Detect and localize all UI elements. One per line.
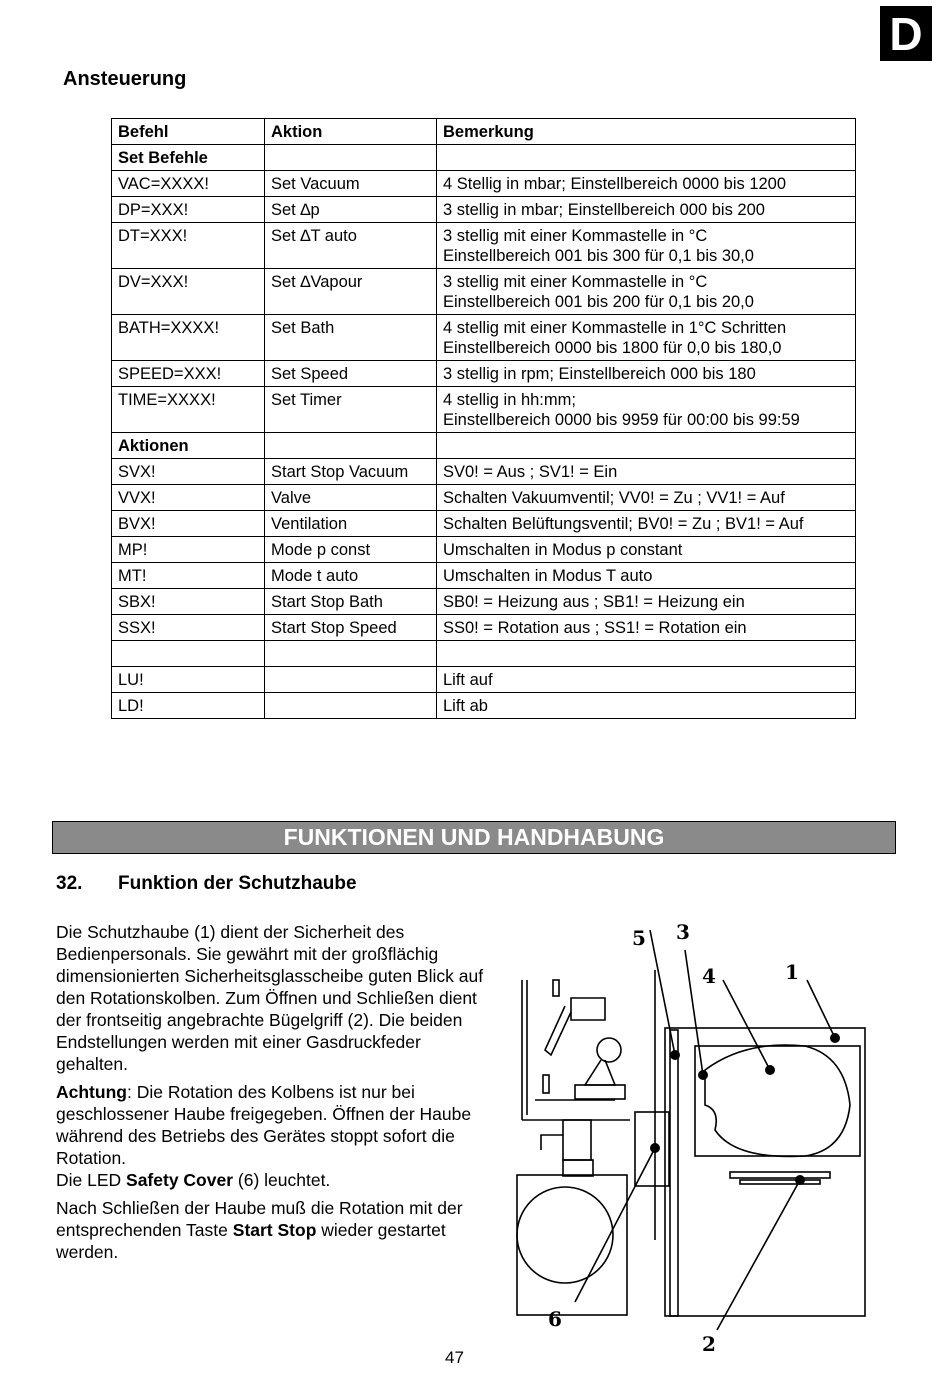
cell-bemerkung <box>437 223 856 269</box>
note-line: Lift ab <box>443 697 488 715</box>
cell-befehl: SVX! <box>112 459 265 485</box>
cell-befehl: SSX! <box>112 615 265 641</box>
paragraph-3-pre: Nach Schließen der Haube muß die Rotation mit der entsprechenden Taste <box>56 1198 463 1240</box>
cell-befehl: Aktionen <box>112 433 265 459</box>
table-row <box>112 615 856 641</box>
cell-bemerkung <box>437 315 856 361</box>
cell-befehl: TIME=XXXX! <box>112 387 265 433</box>
section-title-bar: FUNKTIONEN UND HANDHABUNG <box>52 821 896 854</box>
cell-befehl: SBX! <box>112 589 265 615</box>
cell-aktion: Valve <box>265 485 437 511</box>
cell-befehl: DP=XXX! <box>112 197 265 223</box>
note-line: SS0! = Rotation aus ; SS1! = Rotation ein <box>443 619 747 637</box>
table-section-row <box>112 145 856 171</box>
note-line: Umschalten in Modus T auto <box>443 567 653 585</box>
language-badge: D <box>880 6 932 61</box>
paragraph-3 <box>56 1197 486 1263</box>
cell-bemerkung <box>437 361 856 387</box>
cell-befehl: DV=XXX! <box>112 269 265 315</box>
paragraph-1: Die Schutzhaube (1) dient der Sicherheit des Bedienpersonals. Sie gewährt mit der großflächig dimensionierten Sicherheitsglasscheibe guten Blick auf den Rotationskolben. Zum Öffnen und Schließen dient der frontseitig angebrachte Bügelgriff (2). Die beiden Endstellungen werden mit einer Gasdruckfeder gehalten. <box>56 922 484 1074</box>
note-line: 4 Stellig in mbar; Einstellbereich 0000 bis 1200 <box>443 175 787 193</box>
cell-bemerkung <box>437 615 856 641</box>
header-befehl: Befehl <box>112 119 265 145</box>
table-row <box>112 589 856 615</box>
diagram-drawing <box>505 910 885 1360</box>
evaporator-diagram <box>505 910 885 1360</box>
page-number: 47 <box>445 1348 464 1367</box>
start-stop-label: Start Stop <box>232 1220 317 1240</box>
cell-aktion <box>265 433 437 459</box>
cell-bemerkung <box>437 459 856 485</box>
cell-bemerkung <box>437 537 856 563</box>
note-line: Schalten Belüftungsventil; BV0! = Zu ; BV1! = Auf <box>443 515 804 533</box>
table-row <box>112 667 856 693</box>
cell-bemerkung <box>437 387 856 433</box>
table-row <box>112 459 856 485</box>
cell-befehl: VVX! <box>112 485 265 511</box>
header-aktion: Aktion <box>265 119 437 145</box>
cell-bemerkung <box>437 693 856 719</box>
cell-bemerkung <box>437 145 856 171</box>
body-text <box>56 921 486 1269</box>
cell-aktion: Set ∆p <box>265 197 437 223</box>
note-line: SV0! = Aus ; SV1! = Ein <box>443 463 618 481</box>
cell-aktion: Mode t auto <box>265 563 437 589</box>
figure-label-5: 5 <box>632 926 646 950</box>
cell-aktion: Start Stop Bath <box>265 589 437 615</box>
cell-aktion: Set ∆T auto <box>265 223 437 269</box>
note-line: SB0! = Heizung aus ; SB1! = Heizung ein <box>443 593 745 611</box>
figure-label-1: 1 <box>785 960 799 984</box>
cell-befehl: BVX! <box>112 511 265 537</box>
note-line: Lift auf <box>443 671 493 689</box>
achtung-label: Achtung <box>56 1082 127 1102</box>
led-text-post: (6) leuchtet. <box>233 1170 331 1190</box>
cell-bemerkung <box>437 563 856 589</box>
header-bemerkung: Bemerkung <box>437 119 856 145</box>
led-text-pre: Die LED <box>56 1170 127 1190</box>
table-row <box>112 361 856 387</box>
paragraph-3-post: wieder gestartet werden. <box>56 1220 446 1262</box>
cell-befehl: SPEED=XXX! <box>112 361 265 387</box>
note-line: 4 stellig mit einer Kommastelle in 1°C Schritten <box>443 319 787 337</box>
table-header-row <box>112 119 856 145</box>
note-line: Schalten Vakuumventil; VV0! = Zu ; VV1! = Auf <box>443 489 785 507</box>
cell-befehl: MP! <box>112 537 265 563</box>
table-row <box>112 563 856 589</box>
cell-bemerkung <box>437 641 856 667</box>
cell-aktion: Set Speed <box>265 361 437 387</box>
table-row <box>112 485 856 511</box>
paragraph-2-text: : Die Rotation des Kolbens ist nur bei geschlossener Haube freigegeben. Öffnen der Haube während des Betriebs des Gerätes stoppt sofort die Rotation. <box>56 1082 472 1168</box>
cell-befehl: VAC=XXXX! <box>112 171 265 197</box>
note-line: Umschalten in Modus p constant <box>443 541 683 559</box>
note-line: 3 stellig mit einer Kommastelle in °C <box>443 273 708 291</box>
cell-bemerkung <box>437 171 856 197</box>
figure-label-6: 6 <box>548 1307 562 1331</box>
cell-aktion <box>265 641 437 667</box>
cell-aktion: Start Stop Speed <box>265 615 437 641</box>
figure-label-3: 3 <box>676 920 690 944</box>
paragraph-2 <box>56 1081 486 1191</box>
table-row <box>112 197 856 223</box>
cell-befehl: LD! <box>112 693 265 719</box>
cell-befehl: MT! <box>112 563 265 589</box>
cell-aktion: Start Stop Vacuum <box>265 459 437 485</box>
figure-label-4: 4 <box>702 964 716 988</box>
subsection-title: Funktion der Schutzhaube <box>118 873 357 894</box>
note-line: 4 stellig in hh:mm; <box>443 391 576 409</box>
cell-befehl <box>112 641 265 667</box>
table-row <box>112 269 856 315</box>
cell-aktion: Set ∆Vapour <box>265 269 437 315</box>
table-row <box>112 315 856 361</box>
cell-bemerkung <box>437 269 856 315</box>
safety-cover-label: Safety Cover <box>126 1170 234 1190</box>
cell-bemerkung <box>437 485 856 511</box>
note-line: 3 stellig in rpm; Einstellbereich 000 bis 180 <box>443 365 756 383</box>
table-row <box>112 641 856 667</box>
table-section-row <box>112 433 856 459</box>
cell-befehl: BATH=XXXX! <box>112 315 265 361</box>
cell-bemerkung <box>437 589 856 615</box>
cell-befehl: Set Befehle <box>112 145 265 171</box>
note-line: 3 stellig in mbar; Einstellbereich 000 bis 200 <box>443 201 765 219</box>
cell-befehl: LU! <box>112 667 265 693</box>
cell-aktion <box>265 145 437 171</box>
cell-aktion <box>265 693 437 719</box>
subsection-number: 32. <box>56 873 83 894</box>
cell-aktion: Set Vacuum <box>265 171 437 197</box>
cell-bemerkung <box>437 511 856 537</box>
cell-bemerkung <box>437 667 856 693</box>
note-line-2: Einstellbereich 0000 bis 9959 für 00:00 bis 99:59 <box>443 411 800 429</box>
cell-aktion: Mode p const <box>265 537 437 563</box>
cell-aktion: Set Bath <box>265 315 437 361</box>
table-row <box>112 693 856 719</box>
table-row <box>112 171 856 197</box>
cell-aktion: Ventilation <box>265 511 437 537</box>
command-table <box>111 118 856 719</box>
figure-label-2: 2 <box>702 1332 716 1356</box>
cell-bemerkung <box>437 197 856 223</box>
cell-aktion <box>265 667 437 693</box>
cell-befehl: DT=XXX! <box>112 223 265 269</box>
cell-aktion: Set Timer <box>265 387 437 433</box>
note-line-2: Einstellbereich 001 bis 200 für 0,1 bis 20,0 <box>443 293 754 311</box>
table-row <box>112 511 856 537</box>
table-row <box>112 537 856 563</box>
note-line: 3 stellig mit einer Kommastelle in °C <box>443 227 708 245</box>
table-row <box>112 387 856 433</box>
subsection-heading <box>56 873 357 895</box>
note-line-2: Einstellbereich 0000 bis 1800 für 0,0 bis 180,0 <box>443 339 782 357</box>
table-row <box>112 223 856 269</box>
cell-bemerkung <box>437 433 856 459</box>
note-line-2: Einstellbereich 001 bis 300 für 0,1 bis 30,0 <box>443 247 754 265</box>
heading-ansteuerung: Ansteuerung <box>63 68 187 90</box>
